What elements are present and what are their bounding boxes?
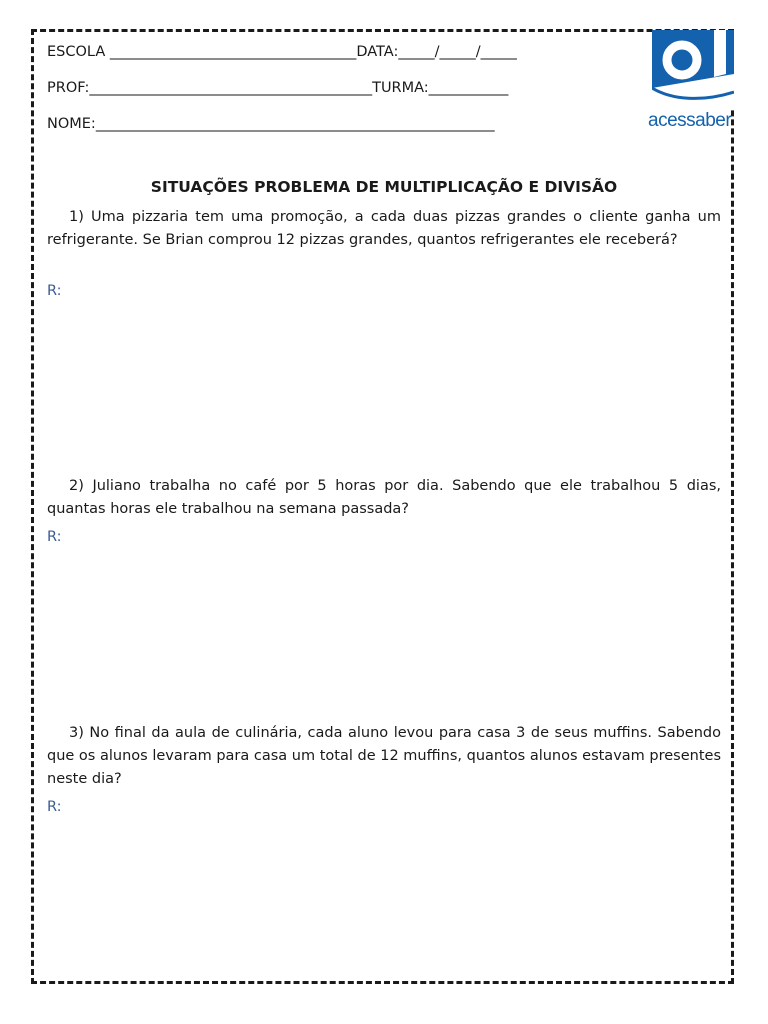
answer-label-1: R: xyxy=(47,283,62,299)
answer-label-3: R: xyxy=(47,799,62,815)
logo-wordmark: acessaber xyxy=(648,110,732,131)
answer-label-2: R: xyxy=(47,529,62,545)
person-book-icon xyxy=(652,30,734,108)
question-3: 3) No final da aula de culinária, cada aluno levou para casa 3 de seus muffins. Sabendo que os alunos levaram para casa um total de 12 muffins, quantos alunos estavam presentes neste dia? xyxy=(47,725,721,787)
school-date-line: ESCOLA __________________________________DATA:_____/_____/_____ xyxy=(47,44,517,60)
acessaber-logo xyxy=(648,30,736,132)
question-2: 2) Juliano trabalha no café por 5 horas por dia. Sabendo que ele trabalhou 5 dias, quantas horas ele trabalhou na semana passada? xyxy=(47,478,721,517)
question-1: 1) Uma pizzaria tem uma promoção, a cada duas pizzas grandes o cliente ganha um refrigerante. Se Brian comprou 12 pizzas grandes, quantos refrigerantes ele receberá? xyxy=(47,209,721,248)
teacher-class-line: PROF:_______________________________________TURMA:___________ xyxy=(47,80,509,96)
student-name-line: NOME:_______________________________________________________ xyxy=(47,116,495,132)
worksheet-title: SITUAÇÕES PROBLEMA DE MULTIPLICAÇÃO E DIVISÃO xyxy=(150,178,618,196)
logo-emblem xyxy=(652,30,734,108)
